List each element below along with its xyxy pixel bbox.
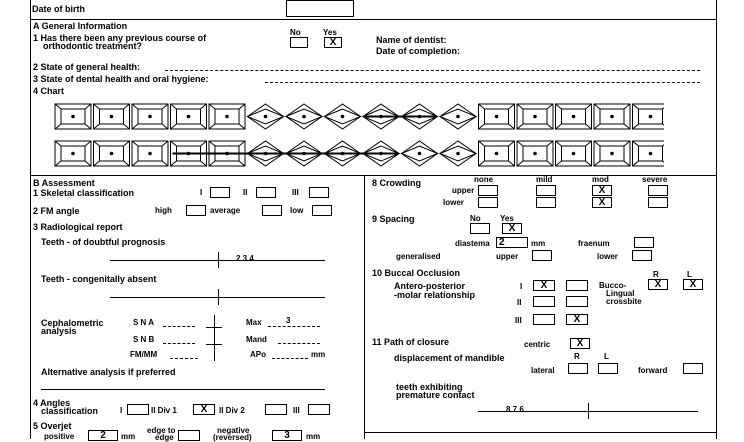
apo-line [272,358,308,359]
tooth-cell[interactable] [556,141,592,166]
divider [30,19,716,20]
q1-no-checkbox[interactable] [290,37,308,48]
lateral-left-checkbox[interactable] [598,363,618,374]
tooth-cell[interactable] [517,141,553,166]
tooth-cell[interactable] [209,104,245,129]
mand-line [278,343,320,344]
q1-yes-label: Yes [323,28,337,37]
left-border [30,0,31,439]
upper-arch-row [55,104,664,129]
absent-label: Teeth - congenitally absent [41,274,157,284]
displacement-label: displacement of mandible [394,353,505,363]
sna-line [163,326,195,327]
closure-label: 11 Path of closure [372,337,450,347]
absent-midline [218,289,219,305]
angle-iii-checkbox[interactable] [308,404,330,415]
overjet-label: 5 Overjet [33,421,72,431]
doubtful-value: 2 3 4 [236,254,254,263]
ceph-midline [214,315,215,361]
forward-checkbox[interactable] [683,363,703,374]
spacing-lower-checkbox[interactable] [632,250,652,261]
divider [30,175,716,176]
dentist-label: Name of dentist: [376,35,447,45]
overjet-mm: mm [121,432,136,441]
tooth-cell[interactable] [94,141,130,166]
skeletal-opt-iii: III [292,188,299,197]
tooth-cell[interactable] [594,104,630,129]
diastema-label: diastema [455,239,490,248]
spacing-yes-checkbox[interactable]: X [502,223,522,234]
crowding-col-severe: severe [642,175,668,184]
tooth-cell[interactable] [94,104,130,129]
premature-label-1: teeth exhibiting [396,382,463,392]
ap-label-2: -molar relationship [394,290,476,300]
spacing-yes-label: Yes [500,214,514,223]
q2-label: 2 State of general health: [33,62,141,72]
fm-opt-high: high [155,206,172,215]
bl-right-checkbox[interactable]: X [648,279,668,290]
ceph-tick [206,327,222,328]
ap-i-right[interactable]: X [533,280,555,291]
angle-opt-ii-div1: II Div 1 [151,406,177,415]
fraenum-checkbox[interactable] [634,237,654,248]
ceph-label-2: analysis [41,326,77,336]
forward-label: forward [638,366,668,375]
bucco-lingual-2: Lingual [606,289,635,298]
tooth-cell[interactable] [633,104,665,129]
crowding-col-none: none [474,175,494,184]
tooth-cell[interactable] [633,141,665,166]
apo-mm: mm [311,350,326,359]
crowd-lower-mild[interactable] [536,197,556,208]
doubtful-midline [218,252,219,268]
premature-label-2: premature contact [396,390,475,400]
bucco-lingual-3: crossbite [606,297,642,306]
crowd-lower-none[interactable] [478,197,498,208]
doubtful-label: Teeth - of doubtful prognosis [41,237,166,247]
q1-yes-checkbox[interactable]: X [324,37,342,48]
negative-label-2: (reversed) [213,433,252,442]
crowd-lower-severe[interactable] [648,197,668,208]
bucco-lingual-1: Bucco- [599,281,627,290]
fraenum-label: fraenum [578,239,610,248]
angle-opt-ii-div2: II Div 2 [219,406,245,415]
lateral-right-checkbox[interactable] [568,363,588,374]
alt-analysis-label: Alternative analysis if preferred [41,367,176,377]
overjet-positive-label: positive [44,432,75,441]
crowding-upper-label: upper [452,186,475,195]
overjet-negative-mm: mm [306,432,321,441]
fm-opt-low: low [290,206,304,215]
tooth-chart [54,103,664,169]
section-b-title: B Assessment [33,178,95,188]
alt-analysis-line [41,389,325,390]
ap-i-left[interactable] [566,280,588,291]
skeletal-opt-ii: II [243,188,248,197]
tooth-cell[interactable] [517,104,553,129]
max-line [268,326,320,327]
overjet-negative-field[interactable]: 3 [272,430,302,441]
centric-checkbox[interactable]: X [570,338,590,349]
crowd-upper-none[interactable] [478,185,498,196]
ap-iii-right[interactable] [533,314,555,325]
bl-r-label: R [653,270,659,279]
skeletal-label: 1 Skeletal classification [33,188,135,198]
ap-ii-right[interactable] [533,296,555,307]
max-label: Max [246,318,262,327]
centric-label: centric [524,340,551,349]
overjet-positive-field[interactable]: 2 [88,430,118,441]
bl-l-label: L [687,270,692,279]
ap-iii-left[interactable]: X [566,314,588,325]
apo-label: APo [250,350,266,359]
q4-label: 4 Chart [33,86,65,96]
tooth-cell[interactable] [171,104,207,129]
ap-label-1: Antero-posterior [394,281,466,291]
tooth-cell[interactable] [55,104,91,129]
angle-ii-div2-checkbox[interactable] [265,404,287,415]
right-border [716,0,717,439]
tooth-cell[interactable] [440,104,476,129]
tooth-cell[interactable] [132,104,168,129]
ap-row-ii: II [517,298,522,307]
fm-average-checkbox[interactable] [262,205,282,216]
q1-line1: 1 Has there been any previous course of [33,33,207,43]
tooth-cell[interactable] [479,141,515,166]
ceph-tick [206,344,222,345]
dob-field[interactable] [286,0,354,17]
skeletal-ii-checkbox[interactable] [256,187,276,198]
fm-low-checkbox[interactable] [312,205,332,216]
snb-label: S N B [133,335,155,344]
negative-label-1: negative [217,426,250,435]
disp-r-label: R [574,352,580,361]
spacing-lower-label: lower [597,252,618,261]
ap-row-i: I [520,282,523,291]
premature-value: 8 7 6 [506,405,524,414]
angles-label-2: classification [41,406,99,416]
spacing-label: 9 Spacing [372,214,415,224]
sna-label: S N A [133,318,155,327]
spacing-upper-checkbox[interactable] [532,250,552,261]
edge-label-1: edge to [147,426,176,435]
angle-opt-i: I [120,406,123,415]
angle-i-checkbox[interactable] [127,404,149,415]
fm-opt-average: average [210,206,241,215]
max-value: 3 [286,316,291,325]
overjet-edge-checkbox[interactable] [178,430,200,441]
q1-line2: orthodontic treatment? [43,41,142,51]
crowding-col-mild: mild [536,175,553,184]
crowd-upper-mod[interactable]: X [592,185,612,196]
divider [364,432,716,433]
angles-label-1: 4 Angles [33,398,71,408]
spacing-upper-label: upper [496,252,519,261]
ceph-label-1: Cephalometric [41,318,104,328]
spacing-no-checkbox[interactable] [470,223,490,234]
tooth-cell[interactable] [325,104,361,129]
tooth-cell[interactable] [594,141,630,166]
q3-label: 3 State of dental health and oral hygiene: [33,74,209,84]
fm-label: 2 FM angle [33,206,80,216]
q2-line [165,70,700,71]
crowding-col-mod: mod [592,175,609,184]
buccal-label: 10 Buccal Occlusion [372,268,461,278]
angle-ii-div1-checkbox[interactable]: X [193,404,215,415]
diastema-mm: mm [531,239,546,248]
spacing-no-label: No [470,214,481,223]
skeletal-iii-checkbox[interactable] [309,187,329,198]
tooth-cell[interactable] [132,141,168,166]
radiological-label: 3 Radiological report [33,222,123,232]
lower-arch-row [55,141,664,166]
tooth-cell[interactable] [556,104,592,129]
bl-left-checkbox[interactable]: X [683,279,703,290]
crowd-upper-mild[interactable] [536,185,556,196]
fmmm-label: FM/MM [130,350,158,359]
generalised-label: generalised [396,252,441,261]
tooth-cell[interactable] [55,141,91,166]
angle-opt-iii: III [293,406,300,415]
ap-row-iii: III [515,316,522,325]
skeletal-opt-i: I [200,188,203,197]
tooth-cell[interactable] [479,104,515,129]
crowd-upper-severe[interactable] [648,185,668,196]
lateral-label: lateral [531,366,555,375]
ap-ii-left[interactable] [566,296,588,307]
tooth-cell[interactable] [248,104,284,129]
completion-label: Date of completion: [376,46,461,56]
tooth-cell[interactable] [402,141,438,166]
dob-label: Date of birth [32,4,85,14]
crowding-lower-label: lower [443,198,464,207]
section-a-title: A General Information [33,21,128,31]
mand-label: Mand [246,335,267,344]
disp-l-label: L [604,352,609,361]
crowd-lower-mod[interactable]: X [592,197,612,208]
fmmm-line [170,358,198,359]
q1-no-label: No [290,28,301,37]
fm-high-checkbox[interactable] [186,205,206,216]
diastema-field[interactable]: 2 [496,237,528,248]
q3-line [265,82,700,83]
premature-midline [588,403,589,419]
skeletal-i-checkbox[interactable] [210,187,230,198]
snb-line [163,343,195,344]
crowding-label: 8 Crowding [372,178,421,188]
column-divider [364,175,365,439]
tooth-cell[interactable] [286,104,322,129]
edge-label-2: edge [155,433,174,442]
tooth-cell[interactable] [440,141,476,166]
